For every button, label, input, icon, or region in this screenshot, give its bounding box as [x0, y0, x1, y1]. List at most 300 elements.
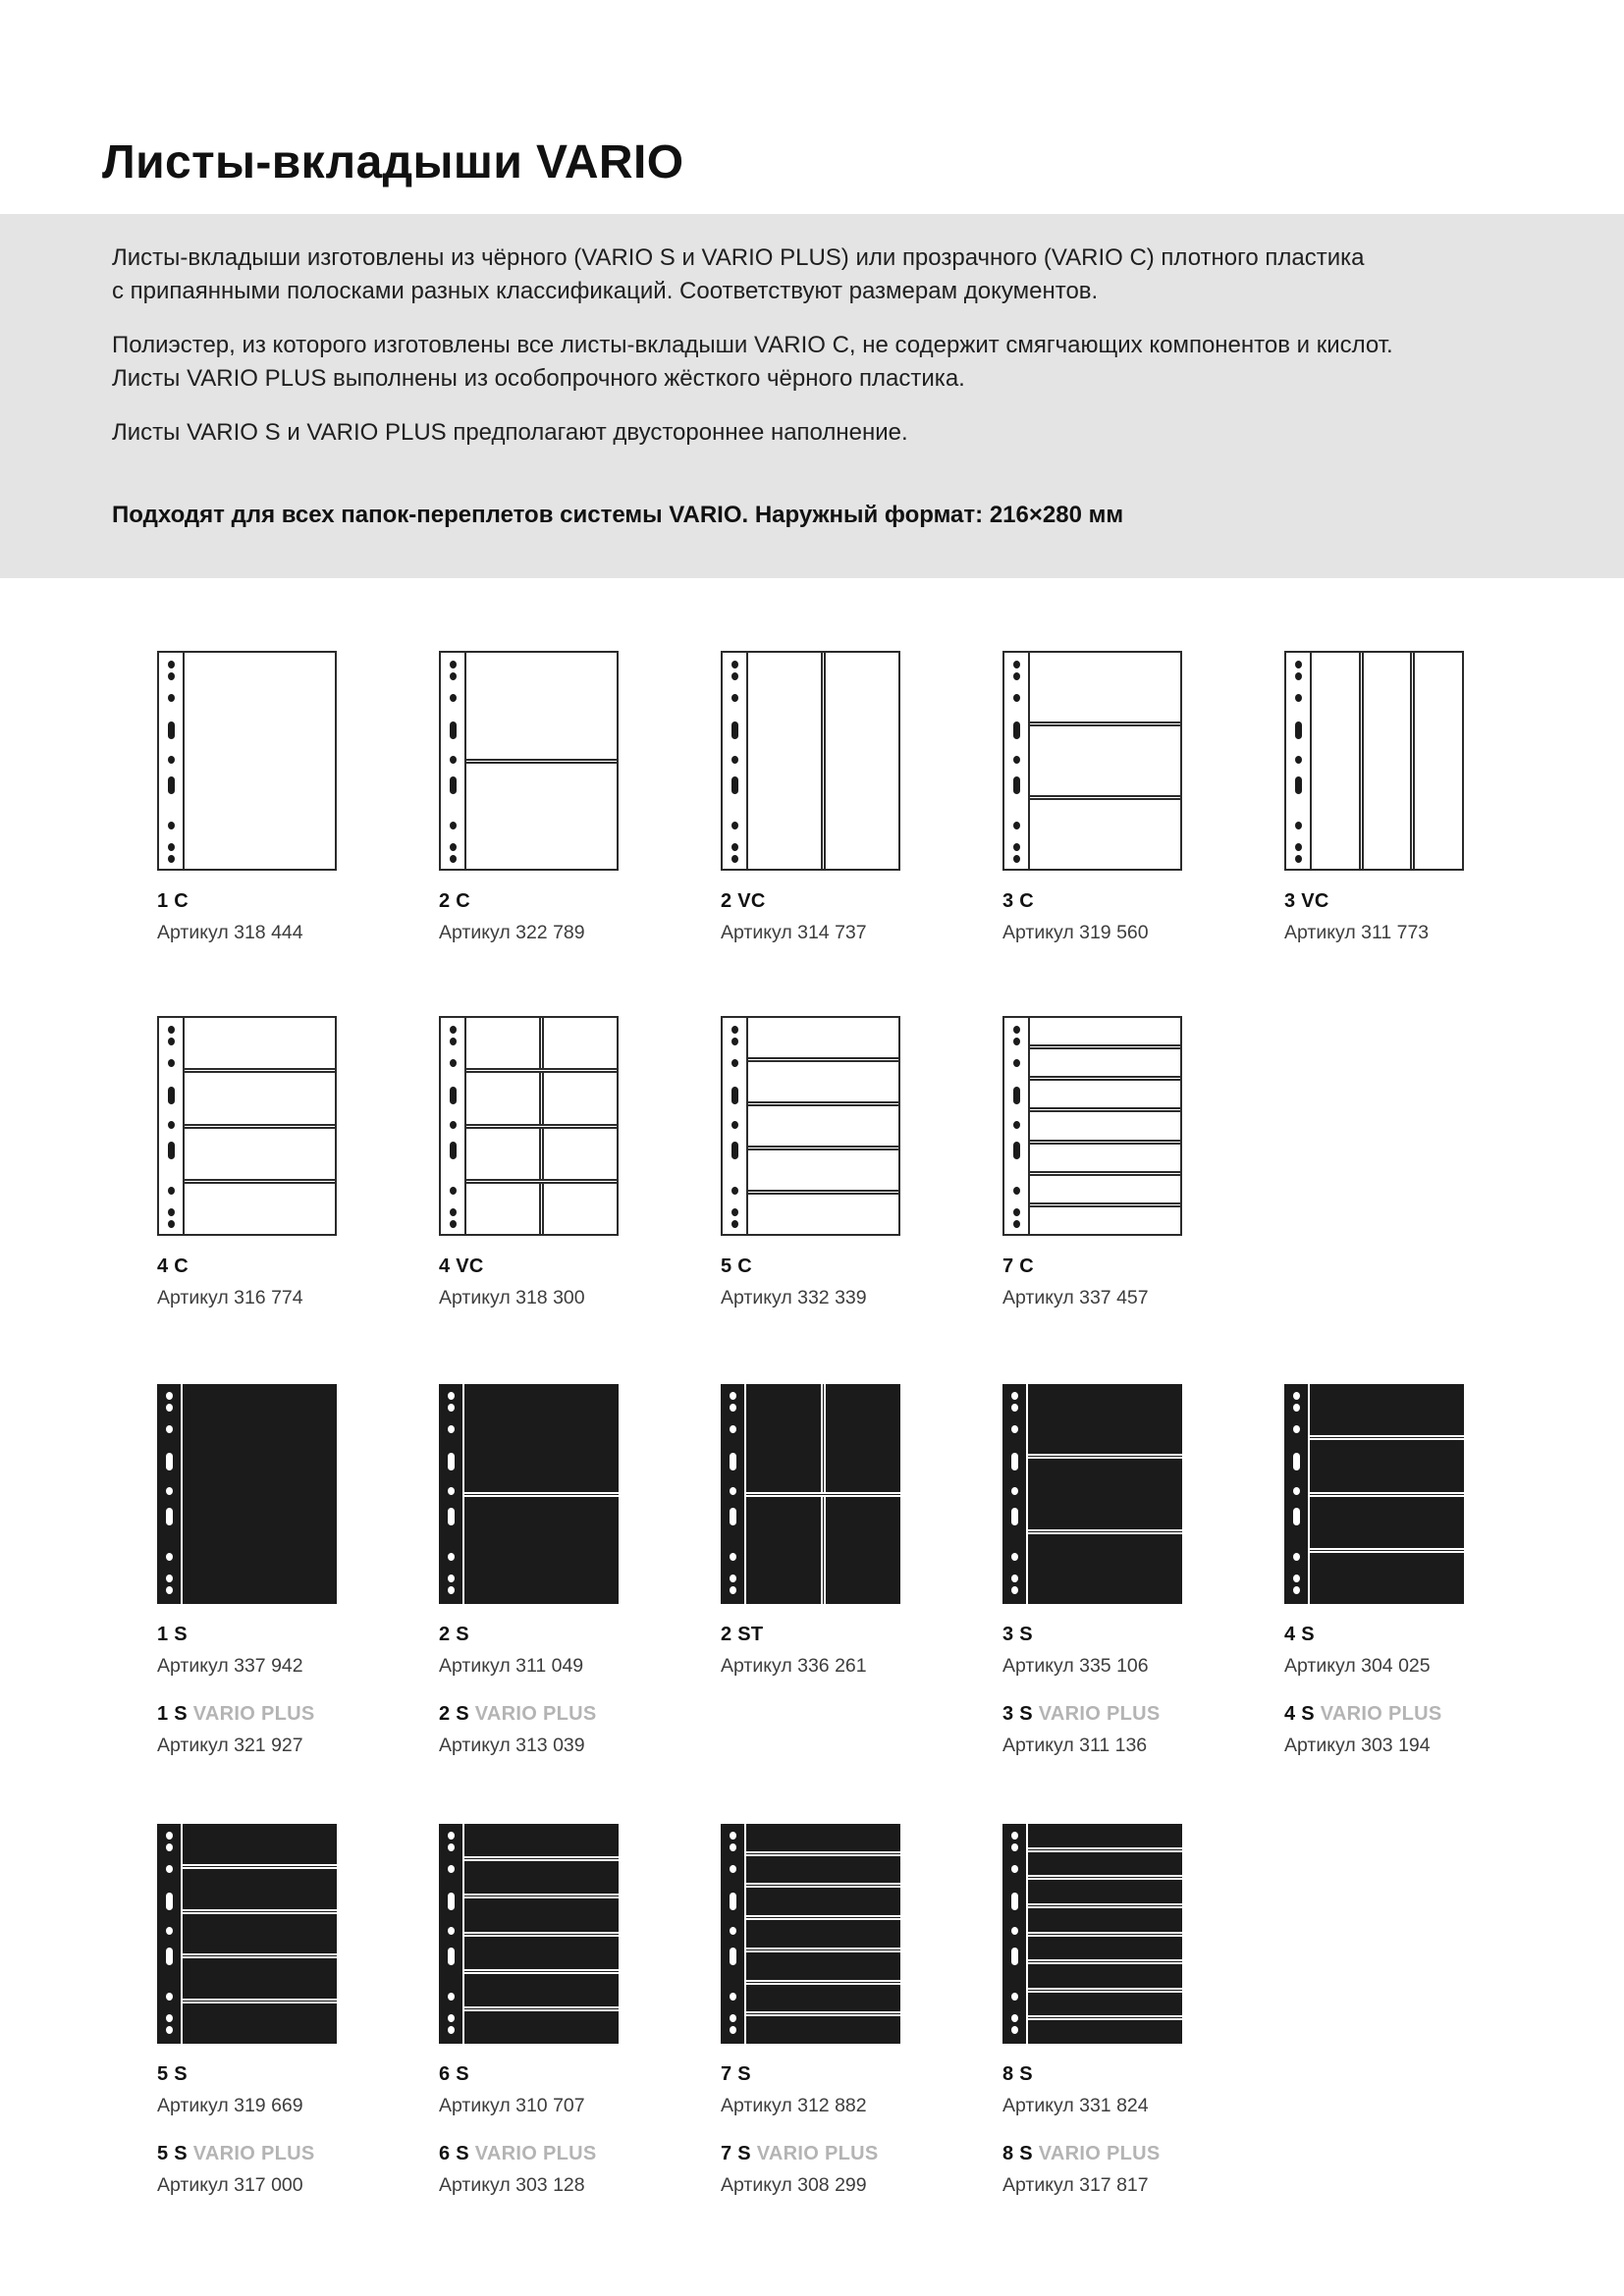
punch-hole-strip	[1284, 1384, 1310, 1604]
product-card	[439, 1824, 721, 2197]
punch-hole	[1295, 721, 1302, 739]
punch-hole	[448, 1948, 455, 1965]
punch-hole	[448, 1865, 455, 1873]
punch-hole	[1011, 1392, 1018, 1400]
product-article: Артикул 319 560	[1002, 922, 1149, 943]
product-sheet-image	[1284, 1384, 1464, 1604]
punch-hole	[730, 1508, 736, 1525]
punch-hole	[448, 1553, 455, 1561]
sheet-pockets	[1030, 1018, 1180, 1234]
punch-hole	[448, 1453, 455, 1470]
punch-hole	[166, 1832, 173, 1840]
punch-hole	[166, 1425, 173, 1433]
sheet-pocket	[1028, 1534, 1182, 1604]
punch-hole	[168, 1187, 175, 1195]
product-row-black-2	[157, 1824, 1284, 2197]
intro-line: Листы VARIO PLUS выполнены из особопрочного жёсткого чёрного пластика.	[112, 364, 965, 392]
punch-hole	[730, 1927, 736, 1935]
sheet-pocket	[748, 1150, 898, 1190]
punch-hole	[166, 2026, 173, 2034]
punch-hole	[450, 672, 457, 680]
sheet-pockets	[464, 1824, 619, 2044]
punch-hole	[1295, 822, 1302, 829]
sheet-pockets	[1028, 1824, 1182, 2044]
punch-hole	[166, 1553, 173, 1561]
intro-line: с припаянными полосками разных классификаций. Соответствуют размерам документов.	[112, 277, 1099, 304]
product-name: 4 VC	[439, 1255, 484, 1277]
product-card	[157, 1824, 439, 2197]
intro-line: Листы-вкладыши изготовлены из чёрного (VARIO S и VARIO PLUS) или прозрачного (VARIO C) плотного пластика	[112, 244, 1365, 271]
product-row-black-1	[157, 1384, 1566, 1757]
product-article: Артикул 332 339	[721, 1287, 867, 1308]
punch-hole	[1011, 1843, 1018, 1851]
vario-plus-label: VARIO PLUS	[1320, 1703, 1442, 1725]
punch-hole	[1293, 1553, 1300, 1561]
product-name: 6 S	[439, 2063, 469, 2085]
punch-hole	[1293, 1404, 1300, 1412]
punch-hole	[1011, 1865, 1018, 1873]
sheet-pockets	[464, 1384, 619, 1604]
punch-hole	[1013, 822, 1020, 829]
punch-hole	[1013, 855, 1020, 863]
sheet-pocket	[544, 1018, 617, 1068]
product-name: 4 S	[1284, 1624, 1315, 1645]
punch-hole	[730, 1425, 736, 1433]
product-name: 2 C	[439, 890, 471, 912]
product-name: 5 C	[721, 1255, 753, 1277]
punch-hole	[731, 1059, 738, 1067]
vario-plus-label: VARIO PLUS	[192, 1703, 315, 1725]
punch-hole	[731, 1121, 738, 1129]
sheet-pockets	[1312, 653, 1462, 869]
product-name: 3 VC	[1284, 890, 1329, 912]
punch-hole	[168, 1220, 175, 1228]
product-article: Артикул 311 773	[1284, 922, 1430, 943]
product-plus-article: Артикул 303 128	[439, 2174, 585, 2196]
punch-hole	[1011, 1832, 1018, 1840]
punch-hole	[730, 1575, 736, 1582]
intro-paragraph-2	[112, 329, 1506, 395]
punch-hole	[1293, 1586, 1300, 1594]
product-plus-article: Артикул 317 817	[1002, 2174, 1149, 2196]
product-row-clear-2	[157, 1016, 1284, 1309]
sheet-pocket	[183, 1914, 337, 1954]
sheet-pocket	[1030, 1018, 1180, 1044]
sheet-pocket	[466, 653, 617, 759]
punch-hole	[168, 1087, 175, 1104]
vario-plus-label: VARIO PLUS	[1038, 1703, 1161, 1725]
punch-hole-strip	[159, 653, 185, 869]
punch-hole	[448, 1404, 455, 1412]
sheet-pocket	[1030, 1112, 1180, 1139]
punch-hole	[731, 855, 738, 863]
punch-hole	[1013, 1087, 1020, 1104]
punch-hole-strip	[721, 1384, 746, 1604]
punch-hole	[1013, 843, 1020, 851]
product-article: Артикул 337 942	[157, 1655, 303, 1677]
sheet-pocket	[464, 1824, 619, 1856]
punch-hole	[448, 1832, 455, 1840]
sheet-pocket	[1028, 1937, 1182, 1960]
punch-hole	[1011, 1487, 1018, 1495]
product-name: 1 C	[157, 890, 189, 912]
sheet-pocket	[748, 1106, 898, 1146]
punch-hole	[168, 1059, 175, 1067]
product-plus-article: Артикул 311 136	[1002, 1735, 1148, 1756]
punch-hole	[1293, 1425, 1300, 1433]
punch-hole	[448, 1392, 455, 1400]
punch-hole	[730, 1843, 736, 1851]
sheet-pocket	[464, 2011, 619, 2044]
punch-hole-strip	[1002, 1384, 1028, 1604]
sheet-pocket	[1030, 1049, 1180, 1076]
product-card	[1002, 651, 1284, 944]
punch-hole	[731, 661, 738, 668]
sheet-pocket	[1364, 653, 1411, 869]
product-name: 3 C	[1002, 890, 1035, 912]
product-card	[157, 1016, 439, 1309]
punch-hole	[730, 1392, 736, 1400]
page-title: Листы-вкладыши VARIO	[102, 136, 684, 189]
sheet-pockets	[748, 1018, 898, 1234]
intro-paragraph-1	[112, 241, 1506, 307]
punch-hole	[448, 1843, 455, 1851]
product-card	[1284, 651, 1566, 944]
sheet-pocket	[1030, 800, 1180, 869]
punch-hole	[450, 694, 457, 702]
sheet-pocket	[746, 1985, 900, 2012]
punch-hole	[166, 1927, 173, 1935]
product-plus-name: 7 S VARIO PLUS	[721, 2143, 879, 2164]
punch-hole	[1295, 672, 1302, 680]
sheet-pocket	[1028, 1993, 1182, 2016]
product-plus-name: 1 S VARIO PLUS	[157, 1703, 315, 1725]
product-plus-name: 8 S VARIO PLUS	[1002, 2143, 1161, 2164]
punch-hole	[1293, 1575, 1300, 1582]
product-card	[1002, 1824, 1284, 2197]
sheet-pocket	[746, 1497, 821, 1605]
sheet-pocket	[544, 1184, 617, 1234]
punch-hole	[450, 1220, 457, 1228]
punch-hole	[731, 672, 738, 680]
punch-hole	[1013, 672, 1020, 680]
punch-hole	[450, 721, 457, 739]
sheet-pocket	[1310, 1440, 1464, 1491]
sheet-pocket	[464, 1384, 619, 1492]
sheet-pocket	[1028, 1824, 1182, 1847]
punch-hole	[450, 1142, 457, 1159]
product-article: Артикул 331 824	[1002, 2095, 1149, 2116]
product-sheet-image	[439, 1824, 619, 2044]
sheet-pocket	[185, 653, 335, 869]
sheet-pocket	[1415, 653, 1462, 869]
punch-hole	[1011, 1927, 1018, 1935]
punch-hole	[450, 1038, 457, 1045]
product-plus-article: Артикул 317 000	[157, 2174, 303, 2196]
vario-plus-label: VARIO PLUS	[192, 2143, 315, 2164]
product-name: 2 VC	[721, 890, 766, 912]
product-name: 5 S	[157, 2063, 188, 2085]
punch-hole	[168, 721, 175, 739]
product-card	[721, 1016, 1002, 1309]
product-sheet-image	[721, 1384, 900, 1604]
punch-hole	[1011, 2026, 1018, 2034]
product-name: 2 ST	[721, 1624, 764, 1645]
sheet-pockets	[183, 1824, 337, 2044]
punch-hole	[731, 756, 738, 764]
punch-hole	[730, 1832, 736, 1840]
sheet-pocket	[826, 1384, 900, 1492]
punch-hole	[448, 1575, 455, 1582]
punch-hole	[166, 1893, 173, 1910]
punch-hole	[1013, 1038, 1020, 1045]
punch-hole	[1013, 1187, 1020, 1195]
sheet-pocket	[466, 1073, 539, 1123]
product-name: 4 C	[157, 1255, 189, 1277]
product-name: 3 S	[1002, 1624, 1033, 1645]
sheet-pocket	[544, 1073, 617, 1123]
punch-hole	[448, 1487, 455, 1495]
sheet-pocket	[1030, 726, 1180, 795]
product-card	[439, 1384, 721, 1757]
sheet-pocket	[185, 1184, 335, 1234]
product-sheet-image	[1002, 1824, 1182, 2044]
sheet-pocket	[466, 1018, 539, 1068]
punch-hole	[1295, 776, 1302, 794]
sheet-pocket	[746, 1920, 900, 1948]
punch-hole	[450, 776, 457, 794]
product-sheet-image	[157, 1016, 337, 1236]
punch-hole	[730, 1893, 736, 1910]
punch-hole	[1011, 1575, 1018, 1582]
punch-hole	[731, 822, 738, 829]
sheet-pocket	[1028, 1852, 1182, 1876]
sheet-pocket	[464, 1974, 619, 2006]
sheet-pocket	[1028, 1459, 1182, 1528]
sheet-pockets	[1028, 1384, 1182, 1604]
sheet-pocket	[748, 1062, 898, 1101]
punch-hole	[1013, 1059, 1020, 1067]
punch-hole	[731, 1142, 738, 1159]
sheet-pocket	[1030, 1145, 1180, 1171]
intro-line: Полиэстер, из которого изготовлены все листы-вкладыши VARIO C, не содержит смягчающих компонентов и кислот.	[112, 332, 1393, 358]
product-plus-article: Артикул 303 194	[1284, 1735, 1431, 1756]
intro-line: Листы VARIO S и VARIO PLUS предполагают двустороннее наполнение.	[112, 419, 908, 446]
punch-hole	[731, 1087, 738, 1104]
product-article: Артикул 337 457	[1002, 1287, 1149, 1308]
punch-hole	[166, 1993, 173, 2001]
punch-hole	[1293, 1487, 1300, 1495]
product-card	[157, 651, 439, 944]
punch-hole-strip	[1286, 653, 1312, 869]
product-sheet-image	[721, 651, 900, 871]
punch-hole	[1295, 694, 1302, 702]
sheet-pocket	[826, 653, 898, 869]
punch-hole	[168, 694, 175, 702]
sheet-pocket	[1030, 653, 1180, 721]
punch-hole	[730, 1993, 736, 2001]
punch-hole	[1293, 1392, 1300, 1400]
sheet-pocket	[464, 1898, 619, 1931]
punch-hole	[1013, 1121, 1020, 1129]
punch-hole	[1011, 1993, 1018, 2001]
punch-hole	[731, 843, 738, 851]
product-name: 8 S	[1002, 2063, 1033, 2085]
punch-hole	[730, 1404, 736, 1412]
product-name: 1 S	[157, 1624, 188, 1645]
product-card	[439, 651, 721, 944]
punch-hole	[1013, 694, 1020, 702]
punch-hole	[1011, 2014, 1018, 2022]
product-card	[721, 651, 1002, 944]
product-article: Артикул 322 789	[439, 922, 585, 943]
punch-hole	[450, 843, 457, 851]
sheet-pocket	[1028, 1964, 1182, 1988]
product-sheet-image	[1002, 1016, 1182, 1236]
product-name: 2 S	[439, 1624, 469, 1645]
sheet-pocket	[183, 1384, 337, 1604]
punch-hole	[450, 1208, 457, 1216]
punch-hole	[731, 1208, 738, 1216]
product-article: Артикул 336 261	[721, 1655, 867, 1677]
product-article: Артикул 304 025	[1284, 1655, 1431, 1677]
intro-box	[0, 214, 1624, 578]
sheet-pocket	[748, 1018, 898, 1057]
product-sheet-image	[1002, 1384, 1182, 1604]
punch-hole	[1295, 855, 1302, 863]
vario-plus-label: VARIO PLUS	[1038, 2143, 1161, 2164]
punch-hole	[168, 1142, 175, 1159]
punch-hole	[450, 855, 457, 863]
punch-hole-strip	[1004, 1018, 1030, 1234]
punch-hole	[168, 756, 175, 764]
product-article: Артикул 318 444	[157, 922, 303, 943]
sheet-pockets	[748, 653, 898, 869]
product-row-clear-1	[157, 651, 1566, 944]
product-name: 7 S	[721, 2063, 751, 2085]
punch-hole	[730, 2014, 736, 2022]
punch-hole	[730, 2026, 736, 2034]
punch-hole	[168, 1121, 175, 1129]
punch-hole-strip	[157, 1824, 183, 2044]
punch-hole	[1293, 1508, 1300, 1525]
product-card	[721, 1384, 1002, 1757]
punch-hole-strip	[441, 653, 466, 869]
vario-plus-label: VARIO PLUS	[474, 1703, 597, 1725]
punch-hole	[166, 1948, 173, 1965]
punch-hole	[1013, 1026, 1020, 1034]
punch-hole	[448, 1508, 455, 1525]
punch-hole	[730, 1487, 736, 1495]
punch-hole-strip	[723, 1018, 748, 1234]
punch-hole	[166, 1575, 173, 1582]
punch-hole	[450, 661, 457, 668]
product-article: Артикул 310 707	[439, 2095, 585, 2116]
sheet-pocket	[748, 1195, 898, 1234]
sheet-pocket	[466, 1129, 539, 1179]
sheet-pocket	[1030, 1207, 1180, 1234]
product-plus-article: Артикул 321 927	[157, 1735, 303, 1756]
punch-hole	[730, 1948, 736, 1965]
product-plus-name: 6 S VARIO PLUS	[439, 2143, 597, 2164]
sheet-pocket	[746, 1824, 900, 1851]
product-sheet-image	[439, 1016, 619, 1236]
sheet-pocket	[1030, 1081, 1180, 1107]
punch-hole	[168, 776, 175, 794]
sheet-pocket	[748, 653, 821, 869]
sheet-pocket	[183, 1958, 337, 1999]
punch-hole	[731, 1038, 738, 1045]
product-sheet-image	[1002, 651, 1182, 871]
sheet-pocket	[183, 1869, 337, 1909]
sheet-pocket	[746, 1952, 900, 1980]
sheet-pockets	[466, 1018, 617, 1234]
product-card	[1002, 1016, 1284, 1309]
vario-plus-label: VARIO PLUS	[756, 2143, 879, 2164]
intro-paragraph-3	[112, 416, 1506, 450]
punch-hole	[1013, 1142, 1020, 1159]
product-sheet-image	[721, 1016, 900, 1236]
punch-hole	[1011, 1453, 1018, 1470]
punch-hole	[166, 1586, 173, 1594]
punch-hole	[450, 1059, 457, 1067]
punch-hole-strip	[1002, 1824, 1028, 2044]
punch-hole	[450, 822, 457, 829]
sheet-pocket	[746, 1856, 900, 1884]
punch-hole-strip	[439, 1384, 464, 1604]
punch-hole	[450, 756, 457, 764]
product-article: Артикул 311 049	[439, 1655, 584, 1677]
sheet-pocket	[464, 1937, 619, 1969]
product-plus-name: 5 S VARIO PLUS	[157, 2143, 315, 2164]
product-sheet-image	[157, 1384, 337, 1604]
punch-hole	[1011, 1404, 1018, 1412]
punch-hole	[1013, 661, 1020, 668]
punch-hole	[1011, 1508, 1018, 1525]
product-card	[1284, 1384, 1566, 1757]
punch-hole	[1295, 756, 1302, 764]
sheet-pocket	[183, 2003, 337, 2044]
product-article: Артикул 312 882	[721, 2095, 867, 2116]
product-article: Артикул 314 737	[721, 922, 867, 943]
sheet-pockets	[185, 653, 335, 869]
sheet-pockets	[185, 1018, 335, 1234]
vario-plus-label: VARIO PLUS	[474, 2143, 597, 2164]
punch-hole	[166, 1508, 173, 1525]
product-card	[1002, 1384, 1284, 1757]
sheet-pocket	[1030, 1176, 1180, 1202]
sheet-pockets	[1310, 1384, 1464, 1604]
punch-hole	[1013, 1220, 1020, 1228]
sheet-pocket	[464, 1861, 619, 1894]
punch-hole	[168, 672, 175, 680]
punch-hole	[1013, 756, 1020, 764]
punch-hole	[1295, 843, 1302, 851]
punch-hole	[1295, 661, 1302, 668]
punch-hole	[448, 2014, 455, 2022]
punch-hole	[1011, 1893, 1018, 1910]
sheet-pockets	[466, 653, 617, 869]
punch-hole	[1011, 1586, 1018, 1594]
product-card	[157, 1384, 439, 1757]
sheet-pocket	[1312, 653, 1359, 869]
product-plus-name: 2 S VARIO PLUS	[439, 1703, 597, 1725]
sheet-pocket	[746, 1384, 821, 1492]
punch-hole	[1013, 1208, 1020, 1216]
product-plus-article: Артикул 313 039	[439, 1735, 585, 1756]
punch-hole	[448, 2026, 455, 2034]
punch-hole	[168, 661, 175, 668]
